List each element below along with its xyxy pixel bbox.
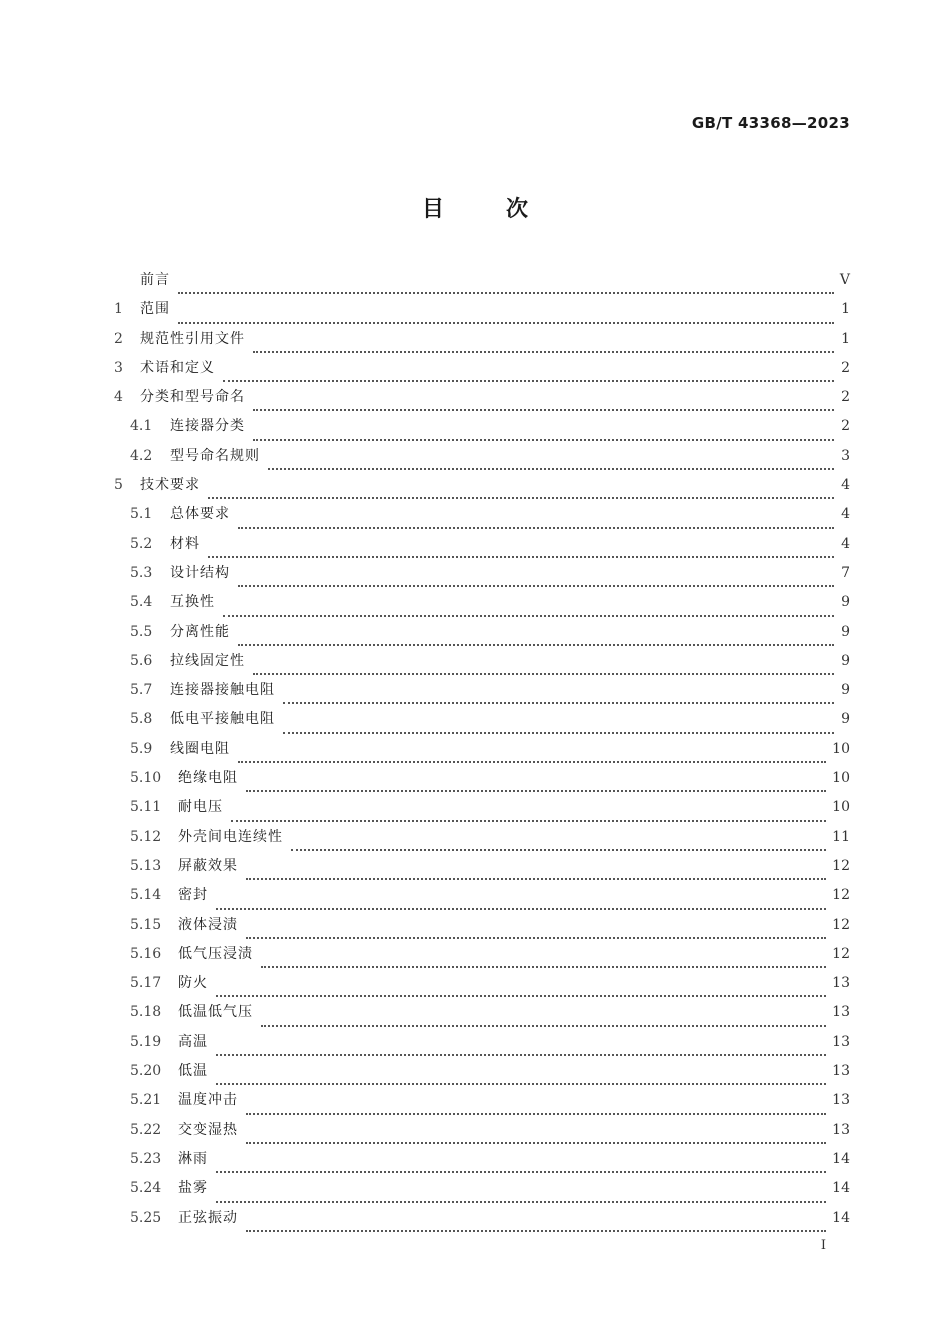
toc-entry-number: 5 xyxy=(114,477,123,494)
toc-entry-label: 防火 xyxy=(178,975,208,992)
toc-entry-page: 9 xyxy=(841,623,850,640)
toc-entry-label: 分离性能 xyxy=(170,623,230,640)
toc-entry-page: 13 xyxy=(832,1063,850,1080)
toc-entry-number: 5.23 xyxy=(130,1150,162,1167)
toc-dot-leader xyxy=(208,556,834,558)
toc-entry-number: 5.1 xyxy=(130,506,153,523)
toc-dot-leader xyxy=(246,1113,826,1115)
toc-entry[interactable] xyxy=(114,972,850,1001)
toc-dot-leader xyxy=(216,1201,826,1203)
toc-entry[interactable] xyxy=(114,855,850,884)
toc-dot-leader xyxy=(253,409,834,411)
toc-entry-label: 交变湿热 xyxy=(178,1121,238,1138)
toc-entry-label: 线圈电阻 xyxy=(170,740,230,757)
toc-entry-page: 7 xyxy=(841,564,850,581)
toc-entry-page: 4 xyxy=(841,535,850,552)
toc-dot-leader xyxy=(238,527,834,529)
toc-entry-page: 13 xyxy=(832,1004,850,1021)
title-char-1: 目 xyxy=(421,197,444,222)
toc-entry-page: 10 xyxy=(832,799,850,816)
toc-entry[interactable] xyxy=(114,1001,850,1030)
toc-entry-label: 盐雾 xyxy=(178,1180,208,1197)
toc-entry[interactable] xyxy=(114,357,850,386)
toc-entry-label: 耐电压 xyxy=(178,799,223,816)
toc-entry-label: 液体浸渍 xyxy=(178,916,238,933)
toc-entry-number: 5.16 xyxy=(130,945,162,962)
toc-dot-leader xyxy=(238,761,826,763)
toc-entry[interactable] xyxy=(114,914,850,943)
toc-dot-leader xyxy=(246,1142,826,1144)
footer-page-number: I xyxy=(820,1238,826,1253)
toc-entry[interactable] xyxy=(114,679,850,708)
page-title xyxy=(0,192,950,223)
toc-entry[interactable] xyxy=(114,826,850,855)
toc-entry-page: 2 xyxy=(841,359,850,376)
toc-entry-page: 14 xyxy=(832,1150,850,1167)
toc-entry-number: 1 xyxy=(114,301,123,318)
toc-dot-leader xyxy=(238,585,834,587)
toc-entry-page: 14 xyxy=(832,1180,850,1197)
toc-dot-leader xyxy=(216,995,826,997)
toc-entry-label: 温度冲击 xyxy=(178,1092,238,1109)
toc-entry-number: 5.10 xyxy=(130,770,162,787)
toc-dot-leader xyxy=(223,615,834,617)
standard-code: GB/T 43368—2023 xyxy=(691,114,850,132)
toc-entry[interactable] xyxy=(114,562,850,591)
toc-entry-label: 连接器分类 xyxy=(170,418,245,435)
toc-entry[interactable] xyxy=(114,767,850,796)
toc-entry-number: 5.13 xyxy=(130,857,162,874)
toc-entry-number: 5.5 xyxy=(130,623,153,640)
toc-entry[interactable] xyxy=(114,386,850,415)
toc-entry-page: 9 xyxy=(841,594,850,611)
toc-dot-leader xyxy=(246,1230,826,1232)
toc-entry-page: 13 xyxy=(832,1033,850,1050)
toc-dot-leader xyxy=(253,673,834,675)
toc-entry-page: 13 xyxy=(832,1121,850,1138)
toc-entry-page: 10 xyxy=(832,770,850,787)
toc-entry[interactable] xyxy=(114,298,850,327)
toc-dot-leader xyxy=(223,380,834,382)
toc-entry-number: 5.2 xyxy=(130,535,153,552)
toc-entry-number: 5.24 xyxy=(130,1180,162,1197)
toc-entry-label: 规范性引用文件 xyxy=(140,330,245,347)
toc-entry-label: 技术要求 xyxy=(140,477,200,494)
toc-entry-number: 3 xyxy=(114,359,123,376)
toc-entry-page: 9 xyxy=(841,682,850,699)
toc-entry-page: 13 xyxy=(832,975,850,992)
toc-entry-label: 低气压浸渍 xyxy=(178,945,253,962)
toc-entry-label: 低温低气压 xyxy=(178,1004,253,1021)
toc-entry[interactable] xyxy=(114,415,850,444)
toc-dot-leader xyxy=(246,790,826,792)
toc-entry-number: 5.19 xyxy=(130,1033,162,1050)
toc-entry-page: 1 xyxy=(841,301,850,318)
toc-entry-page: 9 xyxy=(841,711,850,728)
toc-entry-page: 10 xyxy=(832,740,850,757)
toc-entry-label: 范围 xyxy=(140,301,170,318)
toc-entry[interactable] xyxy=(114,1119,850,1148)
toc-entry-label: 屏蔽效果 xyxy=(178,857,238,874)
toc-dot-leader xyxy=(216,1054,826,1056)
toc-entry-page: V xyxy=(839,272,850,288)
toc-entry-label: 外壳间电连续性 xyxy=(178,828,283,845)
toc-entry[interactable] xyxy=(114,269,850,298)
toc-dot-leader xyxy=(261,1025,826,1027)
toc-entry-label: 分类和型号命名 xyxy=(140,389,245,406)
toc-entry-label: 型号命名规则 xyxy=(170,447,260,464)
toc-entry-page: 2 xyxy=(841,418,850,435)
toc-entry-number: 5.14 xyxy=(130,887,162,904)
toc-entry[interactable] xyxy=(114,503,850,532)
toc-dot-leader xyxy=(246,937,826,939)
toc-dot-leader xyxy=(268,468,834,470)
toc-dot-leader xyxy=(216,908,826,910)
toc-entry[interactable] xyxy=(114,1148,850,1177)
toc-entry-number: 5.6 xyxy=(130,652,153,669)
toc-entry-number: 2 xyxy=(114,330,123,347)
toc-dot-leader xyxy=(208,497,834,499)
toc-entry-page: 12 xyxy=(832,945,850,962)
toc-entry-label: 低电平接触电阻 xyxy=(170,711,275,728)
toc-dot-leader xyxy=(216,1083,826,1085)
toc-entry-number: 5.12 xyxy=(130,828,162,845)
toc-entry-page: 3 xyxy=(841,447,850,464)
toc-entry-number: 5.25 xyxy=(130,1209,162,1226)
toc-entry-number: 5.4 xyxy=(130,594,153,611)
toc-entry[interactable] xyxy=(114,1031,850,1060)
toc-entry-label: 互换性 xyxy=(170,594,215,611)
toc-entry[interactable] xyxy=(114,445,850,474)
toc-entry-number: 5.18 xyxy=(130,1004,162,1021)
table-of-contents xyxy=(114,269,850,1236)
toc-entry[interactable] xyxy=(114,884,850,913)
toc-entry-label: 密封 xyxy=(178,887,208,904)
toc-entry-number: 5.17 xyxy=(130,975,162,992)
toc-entry-number: 4.2 xyxy=(130,447,153,464)
toc-entry-label: 前言 xyxy=(140,272,170,288)
toc-entry[interactable] xyxy=(114,1207,850,1236)
toc-entry[interactable] xyxy=(114,328,850,357)
toc-entry-page: 13 xyxy=(832,1092,850,1109)
toc-entry-number: 5.9 xyxy=(130,740,153,757)
toc-entry-label: 术语和定义 xyxy=(140,359,215,376)
toc-entry[interactable] xyxy=(114,1177,850,1206)
toc-entry-number: 5.8 xyxy=(130,711,153,728)
toc-entry-number: 5.3 xyxy=(130,564,153,581)
toc-entry-page: 4 xyxy=(841,506,850,523)
toc-entry-label: 正弦振动 xyxy=(178,1209,238,1226)
toc-dot-leader xyxy=(283,732,834,734)
toc-dot-leader xyxy=(253,351,834,353)
toc-entry-number: 5.7 xyxy=(130,682,153,699)
title-char-2: 次 xyxy=(506,197,529,222)
toc-entry-page: 12 xyxy=(832,916,850,933)
toc-entry-page: 14 xyxy=(832,1209,850,1226)
toc-entry-label: 设计结构 xyxy=(170,564,230,581)
toc-entry[interactable] xyxy=(114,1089,850,1118)
toc-dot-leader xyxy=(291,849,826,851)
toc-entry[interactable] xyxy=(114,738,850,767)
toc-entry[interactable] xyxy=(114,943,850,972)
toc-entry-number: 5.21 xyxy=(130,1092,162,1109)
toc-entry[interactable] xyxy=(114,1060,850,1089)
toc-entry[interactable] xyxy=(114,796,850,825)
toc-dot-leader xyxy=(238,644,834,646)
toc-entry-page: 11 xyxy=(832,828,850,845)
toc-entry-label: 绝缘电阻 xyxy=(178,770,238,787)
toc-dot-leader xyxy=(253,439,834,441)
toc-entry[interactable] xyxy=(114,650,850,679)
toc-dot-leader xyxy=(178,292,834,294)
toc-entry-label: 淋雨 xyxy=(178,1150,208,1167)
toc-entry-page: 12 xyxy=(832,857,850,874)
toc-entry[interactable] xyxy=(114,591,850,620)
toc-entry-number: 5.15 xyxy=(130,916,162,933)
toc-entry-label: 总体要求 xyxy=(170,506,230,523)
toc-entry-number: 5.11 xyxy=(130,799,162,816)
toc-entry-page: 12 xyxy=(832,887,850,904)
toc-entry[interactable] xyxy=(114,708,850,737)
toc-entry[interactable] xyxy=(114,533,850,562)
toc-entry-number: 4.1 xyxy=(130,418,153,435)
toc-entry-label: 高温 xyxy=(178,1033,208,1050)
toc-entry-number: 4 xyxy=(114,389,123,406)
toc-entry[interactable] xyxy=(114,474,850,503)
toc-dot-leader xyxy=(216,1171,826,1173)
toc-entry-page: 4 xyxy=(841,477,850,494)
toc-entry-page: 9 xyxy=(841,652,850,669)
toc-dot-leader xyxy=(231,820,826,822)
toc-entry-label: 拉线固定性 xyxy=(170,652,245,669)
toc-dot-leader xyxy=(283,702,834,704)
toc-entry-number: 5.22 xyxy=(130,1121,162,1138)
toc-entry-label: 低温 xyxy=(178,1063,208,1080)
toc-dot-leader xyxy=(246,878,826,880)
toc-entry[interactable] xyxy=(114,621,850,650)
toc-entry-label: 材料 xyxy=(170,535,200,552)
toc-dot-leader xyxy=(261,966,826,968)
toc-entry-label: 连接器接触电阻 xyxy=(170,682,275,699)
toc-entry-page: 1 xyxy=(841,330,850,347)
toc-entry-page: 2 xyxy=(841,389,850,406)
toc-entry-number: 5.20 xyxy=(130,1063,162,1080)
toc-dot-leader xyxy=(178,322,834,324)
